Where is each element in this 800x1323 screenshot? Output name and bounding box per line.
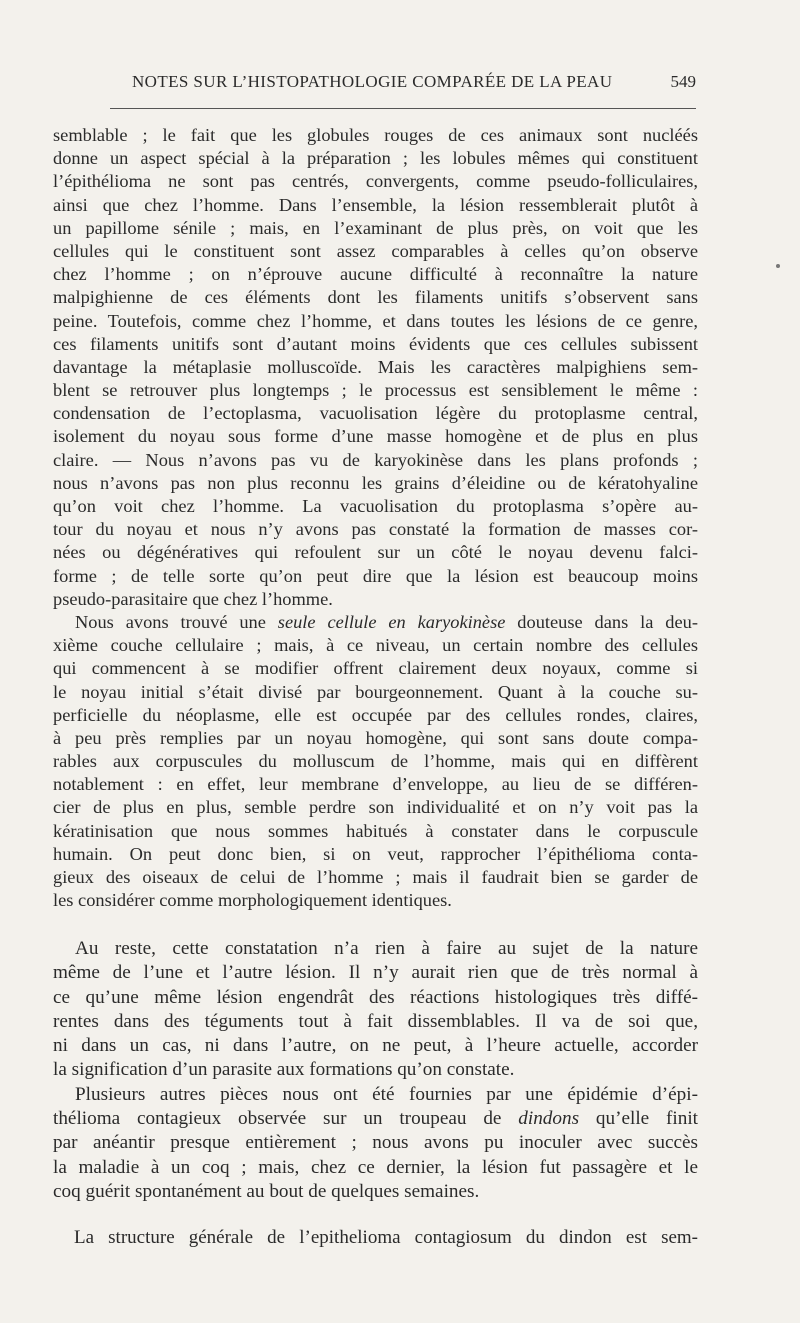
- ink-speck: [776, 264, 780, 268]
- text-line: Nous avons trouvé une seule cellule en karyokinèse douteuse dans la deu-: [75, 611, 698, 632]
- text-line: chez l’homme ; on n’éprouve aucune difficulté à reconnaître la nature: [53, 264, 698, 285]
- italic-word: dindons: [518, 1108, 580, 1130]
- text-line: semblable ; le fait que les globules rouges de ces animaux sont nucléés: [53, 125, 698, 145]
- text-line: coq guérit spontanément au bout de quelques semaines.: [53, 1180, 480, 1202]
- text-line: pseudo-parasitaire que chez l’homme.: [53, 588, 333, 609]
- text-line: blent se retrouver plus longtemps ; le processus est sensiblement le même :: [53, 380, 698, 401]
- page-number: 549: [670, 72, 696, 91]
- text-line: nées ou dégénératives qui refoulent sur un côté le noyau devenu falci-: [53, 542, 698, 563]
- text-line: rables aux corpuscules du molluscum de l’homme, mais qui en diffèrent: [53, 751, 698, 772]
- text-line: peine. Toutefois, comme chez l’homme, et dans toutes les lésions de ce genre,: [53, 310, 698, 331]
- paragraph-4: [53, 1083, 698, 1204]
- text-line: perficielle du néoplasme, elle est occupée par des cellules rondes, claires,: [53, 704, 698, 725]
- text-line: claire. — Nous n’avons pas vu de karyokinèse dans les plans profonds ;: [53, 449, 698, 470]
- paragraph-2: [53, 611, 698, 912]
- text-line: même de l’une et l’autre lésion. Il n’y aurait rien que de très normal à: [53, 962, 698, 984]
- text-line: cier de plus en plus, semble perdre son individualité et on n’y voit pas la: [53, 797, 698, 818]
- text-line: davantage la métaplasie molluscoïde. Mais les caractères malpighiens sem-: [53, 356, 698, 377]
- text-line: La structure générale de l’epithelioma contagiosum du dindon est sem-: [74, 1227, 698, 1248]
- text-line: donne un aspect spécial à la préparation ; les lobules mêmes qui constituent: [53, 148, 698, 169]
- text-line: le noyau initial s’était divisé par bourgeonnement. Quant à la couche su-: [53, 681, 698, 702]
- running-title: NOTES SUR L’HISTOPATHOLOGIE COMPARÉE DE LA PEAU: [132, 72, 613, 91]
- text-line: un papillome sénile ; mais, en l’examinant de plus près, on voit que les: [53, 217, 698, 238]
- text-line: ce qu’une même lésion engendrât des réactions histologiques très diffé-: [53, 986, 698, 1008]
- page-header: [110, 72, 696, 102]
- text-line: l’épithélioma ne sont pas centrés, convergents, comme pseudo-folliculaires,: [53, 171, 698, 192]
- text-line: Au reste, cette constatation n’a rien à faire au sujet de la nature: [75, 938, 698, 959]
- header-rule: [110, 108, 696, 109]
- text-line: forme ; de telle sorte qu’on peut dire que la lésion est beaucoup moins: [53, 565, 698, 586]
- text-line: isolement du noyau sous forme d’une masse homogène et de plus en plus: [53, 426, 698, 447]
- text-line: thélioma contagieux observée sur un troupeau de dindons qu’elle finit: [53, 1108, 698, 1130]
- text-line: notablement : en effet, leur membrane d’enveloppe, au lieu de se différen-: [53, 774, 698, 795]
- text-line: ces filaments unitifs sont d’autant moins évidents que ces cellules subissent: [53, 333, 698, 354]
- text-line: ainsi que chez l’homme. Dans l’ensemble, la lésion ressemblerait plutôt à: [53, 194, 698, 215]
- text-line: la signification d’un parasite aux formations qu’on constate.: [53, 1059, 515, 1081]
- text-line: humain. On peut donc bien, si on veut, rapprocher l’épithélioma conta-: [53, 843, 698, 864]
- text-line: nous n’avons pas non plus reconnu les grains d’éleidine ou de kératohyaline: [53, 472, 698, 493]
- text-line: malpighienne de ces éléments dont les filaments unitifs s’observent sans: [53, 287, 698, 308]
- text-line: qu’on voit chez l’homme. La vacuolisation du protoplasma s’opère au-: [53, 496, 698, 516]
- text-line: tour du noyau et nous n’y avons pas constaté la formation de masses cor-: [53, 519, 698, 540]
- text-line: xième couche cellulaire ; mais, à ce niveau, un certain nombre des cellules: [53, 635, 698, 656]
- italic-phrase: seule cellule en karyokinèse: [277, 611, 506, 632]
- text-line: à peu près remplies par un noyau homogène, qui sont sans doute compa-: [53, 727, 698, 748]
- text-line: les considérer comme morphologiquement identiques.: [53, 890, 452, 911]
- paragraph-1: [53, 124, 698, 611]
- text-line: rentes dans des téguments tout à fait dissemblables. Il va de soi que,: [53, 1010, 698, 1032]
- text-line: qui commencent à se modifier offrent clairement deux noyaux, comme si: [53, 658, 698, 679]
- text-line: gieux des oiseaux de celui de l’homme ; mais il faudrait bien se garder de: [53, 867, 698, 887]
- paragraph-3: [53, 937, 698, 1083]
- text-line: cellules qui le constituent sont assez comparables à celles qu’on observe: [53, 240, 698, 261]
- text-line: condensation de l’ectoplasma, vacuolisation légère du protoplasme central,: [53, 403, 698, 424]
- text-line: la maladie à un coq ; mais, chez ce dernier, la lésion fut passagère et le: [53, 1156, 698, 1178]
- main-text: [53, 124, 698, 912]
- text-line: par anéantir presque entièrement ; nous avons pu inoculer avec succès: [53, 1132, 698, 1154]
- text-line: ni dans un cas, ni dans l’autre, on ne peut, à l’heure actuelle, accorder: [53, 1035, 698, 1057]
- text-line: Plusieurs autres pièces nous ont été fournies par une épidémie d’épi-: [75, 1083, 698, 1105]
- paragraph-5: [74, 1226, 698, 1249]
- section-two: [53, 937, 698, 1204]
- text-line: kératinisation que nous sommes habitués à constater dans le corpuscule: [53, 820, 698, 841]
